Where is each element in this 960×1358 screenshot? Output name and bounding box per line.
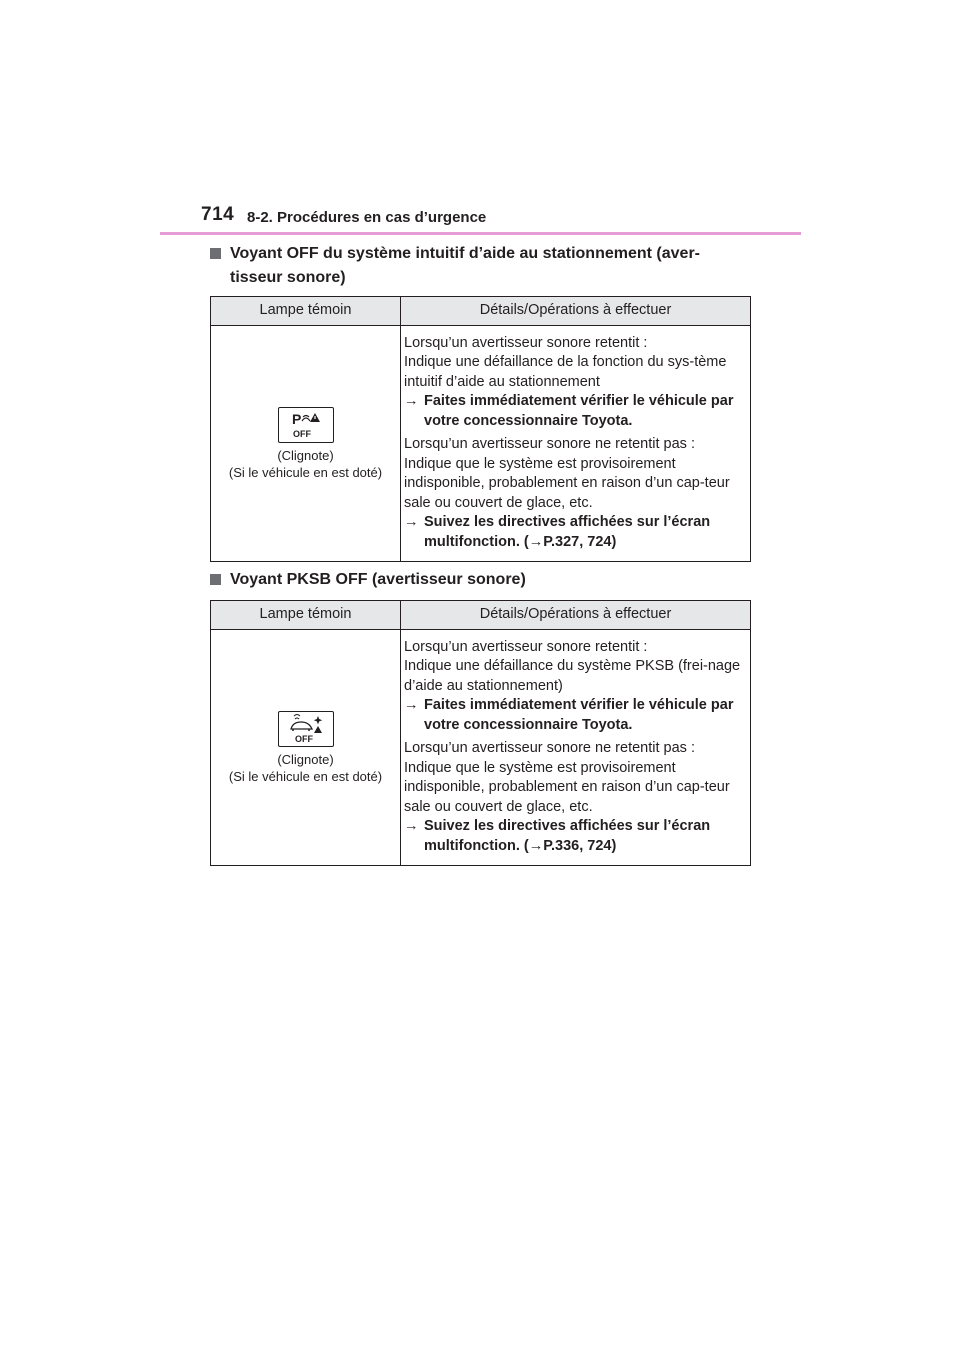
heading-text: Voyant OFF du système intuitif d’aide au stationnement (aver-tisseur sonore): [230, 245, 700, 286]
action-instruction: → Suivez les directives affichées sur l’écran multifonction. (→P.327, 724): [404, 514, 711, 550]
heading-text: Voyant PKSB OFF (avertisseur sonore): [230, 571, 526, 588]
warning-table: [210, 296, 751, 562]
condition-title: Lorsqu’un avertisseur sonore retentit :: [404, 334, 648, 351]
condition-title: Lorsqu’un avertisseur sonore ne retentit pas :: [404, 740, 695, 757]
arrow-icon: →: [404, 393, 419, 410]
lamp-cell: [211, 630, 401, 866]
parking-assist-off-icon: [278, 407, 334, 443]
section-title: 8-2. Procédures en cas d’urgence: [247, 209, 487, 226]
condition-title: Lorsqu’un avertisseur sonore ne retentit pas :: [404, 436, 695, 453]
condition-title: Lorsqu’un avertisseur sonore retentit :: [404, 638, 648, 655]
column-header-lamp: Lampe témoin: [211, 601, 401, 630]
page-number: 714: [201, 204, 235, 225]
warning-table: [210, 600, 751, 866]
off-label: OFF: [294, 733, 313, 744]
column-header-lamp: Lampe témoin: [211, 297, 401, 326]
arrow-icon: →: [404, 818, 419, 835]
lamp-caption-equipped: (Si le véhicule en est doté): [228, 768, 383, 784]
action-instruction: → Faites immédiatement vérifier le véhicule par votre concessionnaire Toyota.: [404, 393, 734, 429]
column-header-details: Détails/Opérations à effectuer: [401, 297, 751, 326]
arrow-icon: →: [404, 697, 419, 714]
details-cell: [401, 326, 751, 562]
lamp-caption-blink: (Clignote): [277, 447, 334, 463]
lamp-caption-equipped: (Si le véhicule en est doté): [228, 464, 383, 480]
section-heading: [210, 242, 750, 290]
header-rule: [160, 232, 801, 235]
action-instruction: → Suivez les directives affichées sur l’écran multifonction. (→P.336, 724): [404, 818, 711, 854]
pksb-off-icon: [278, 711, 334, 747]
details-cell: [401, 630, 751, 866]
action-instruction: → Faites immédiatement vérifier le véhicule par votre concessionnaire Toyota.: [404, 697, 734, 733]
heading-bullet: [210, 574, 221, 585]
lamp-caption-blink: (Clignote): [277, 751, 334, 767]
off-label: OFF: [292, 428, 311, 439]
condition-description: Indique une défaillance du système PKSB (frei-nage d’aide au stationnement): [404, 658, 741, 694]
condition-description: Indique que le système est provisoirement indisponible, probablement en raison d’un cap-teur sale ou couvert de glace, etc.: [404, 759, 730, 815]
heading-bullet: [210, 248, 221, 259]
column-header-details: Détails/Opérations à effectuer: [401, 601, 751, 630]
parking-letter: P: [291, 410, 301, 427]
arrow-icon: →: [404, 514, 419, 531]
condition-description: Indique une défaillance de la fonction du sys-tème intuitif d’aide au stationnement: [404, 354, 727, 390]
condition-description: Indique que le système est provisoirement indisponible, probablement en raison d’un cap-teur sale ou couvert de glace, etc.: [404, 455, 730, 511]
section-heading: [210, 568, 750, 592]
lamp-cell: [211, 326, 401, 562]
